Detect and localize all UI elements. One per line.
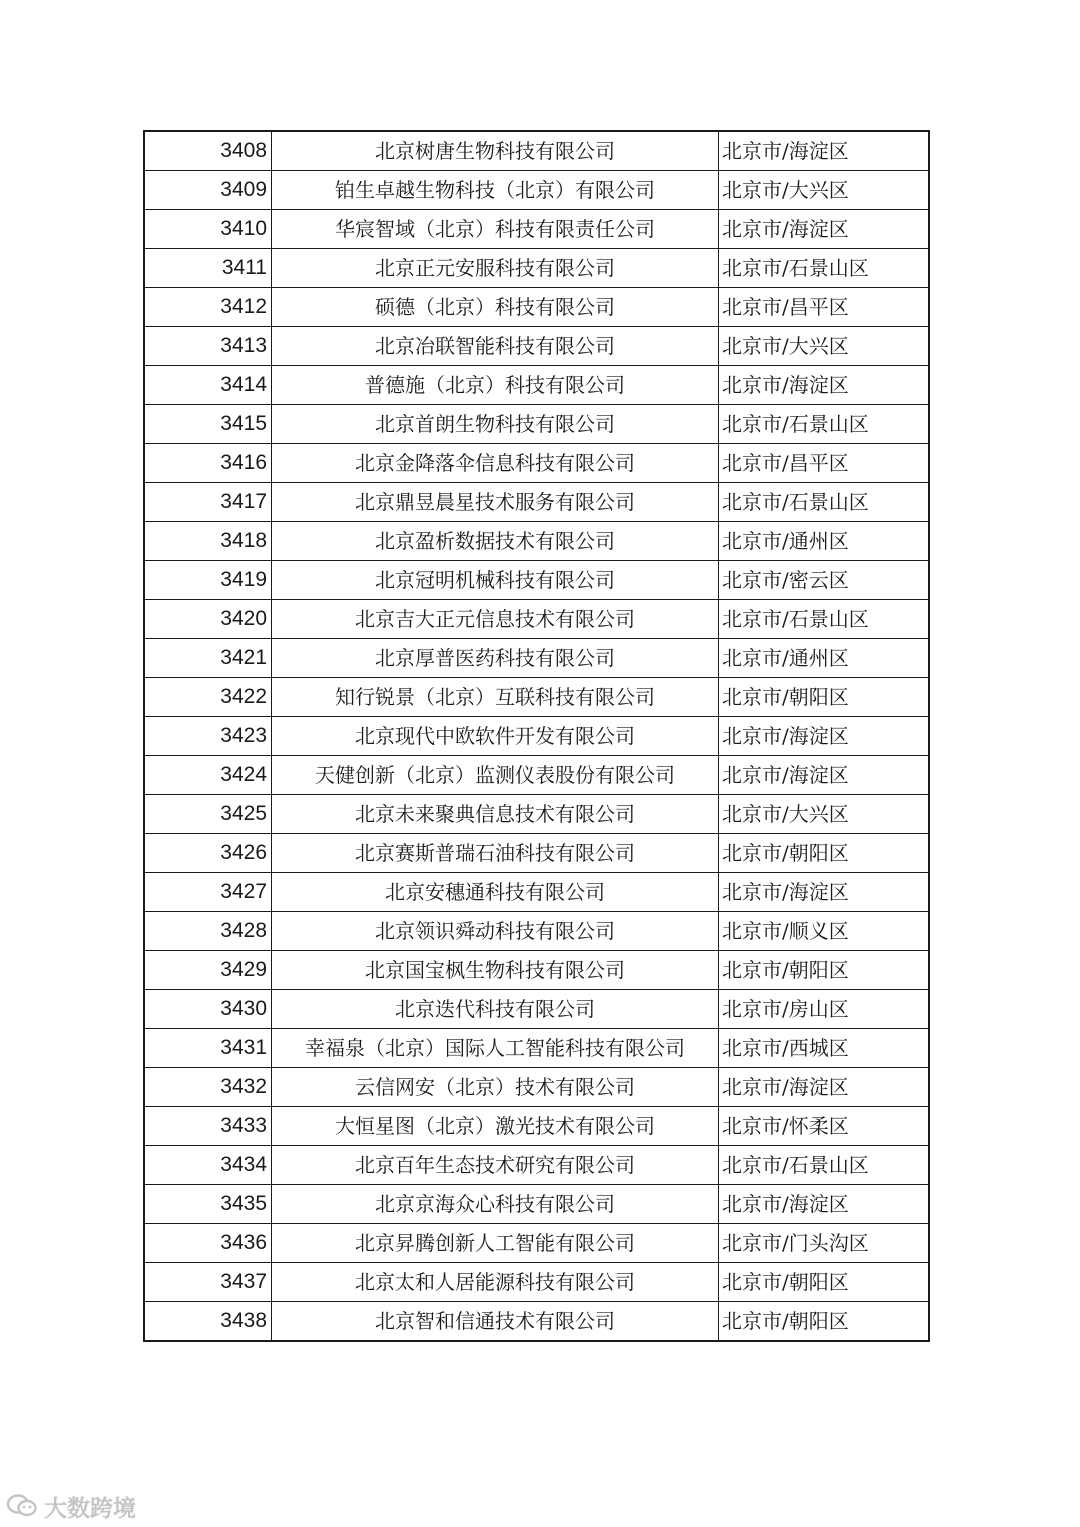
company-name: 北京领识舜动科技有限公司	[272, 912, 719, 951]
company-region: 北京市/石景山区	[719, 405, 930, 444]
row-number: 3419	[144, 561, 272, 600]
company-region: 北京市/朝阳区	[719, 678, 930, 717]
company-name: 铂生卓越生物科技（北京）有限公司	[272, 171, 719, 210]
company-region: 北京市/门头沟区	[719, 1224, 930, 1263]
company-region: 北京市/顺义区	[719, 912, 930, 951]
row-number: 3426	[144, 834, 272, 873]
table-row	[144, 288, 929, 327]
company-name: 北京百年生态技术研究有限公司	[272, 1146, 719, 1185]
company-name: 北京盈析数据技术有限公司	[272, 522, 719, 561]
company-region: 北京市/昌平区	[719, 288, 930, 327]
company-region: 北京市/怀柔区	[719, 1107, 930, 1146]
row-number: 3430	[144, 990, 272, 1029]
table-row	[144, 366, 929, 405]
company-region: 北京市/大兴区	[719, 327, 930, 366]
company-region: 北京市/海淀区	[719, 366, 930, 405]
row-number: 3433	[144, 1107, 272, 1146]
table-row	[144, 1146, 929, 1185]
table-body	[144, 131, 929, 1341]
watermark	[6, 1489, 136, 1523]
company-name: 北京冠明机械科技有限公司	[272, 561, 719, 600]
company-region: 北京市/通州区	[719, 522, 930, 561]
company-region: 北京市/石景山区	[719, 249, 930, 288]
table-row	[144, 990, 929, 1029]
table-row	[144, 210, 929, 249]
row-number: 3411	[144, 249, 272, 288]
row-number: 3415	[144, 405, 272, 444]
table-row	[144, 1068, 929, 1107]
table-row	[144, 639, 929, 678]
company-name: 大恒星图（北京）激光技术有限公司	[272, 1107, 719, 1146]
company-name: 北京吉大正元信息技术有限公司	[272, 600, 719, 639]
row-number: 3422	[144, 678, 272, 717]
row-number: 3414	[144, 366, 272, 405]
company-name: 北京现代中欧软件开发有限公司	[272, 717, 719, 756]
company-region: 北京市/大兴区	[719, 171, 930, 210]
company-name: 北京冶联智能科技有限公司	[272, 327, 719, 366]
table-row	[144, 873, 929, 912]
table-row	[144, 678, 929, 717]
table-row	[144, 1263, 929, 1302]
company-name: 北京金降落伞信息科技有限公司	[272, 444, 719, 483]
table-row	[144, 444, 929, 483]
table-row	[144, 1107, 929, 1146]
row-number: 3428	[144, 912, 272, 951]
table-row	[144, 249, 929, 288]
company-name: 北京赛斯普瑞石油科技有限公司	[272, 834, 719, 873]
company-table	[143, 130, 930, 1342]
row-number: 3434	[144, 1146, 272, 1185]
table-row	[144, 405, 929, 444]
row-number: 3424	[144, 756, 272, 795]
row-number: 3425	[144, 795, 272, 834]
company-name: 北京安穗通科技有限公司	[272, 873, 719, 912]
company-name: 北京厚普医药科技有限公司	[272, 639, 719, 678]
company-region: 北京市/海淀区	[719, 873, 930, 912]
company-name: 云信网安（北京）技术有限公司	[272, 1068, 719, 1107]
company-region: 北京市/通州区	[719, 639, 930, 678]
company-region: 北京市/朝阳区	[719, 1302, 930, 1342]
table-row	[144, 327, 929, 366]
table-row	[144, 1224, 929, 1263]
company-region: 北京市/海淀区	[719, 210, 930, 249]
company-name: 硕德（北京）科技有限公司	[272, 288, 719, 327]
row-number: 3423	[144, 717, 272, 756]
watermark-text: 大数跨境	[44, 1495, 136, 1522]
table-row	[144, 1185, 929, 1224]
table-row	[144, 834, 929, 873]
company-region: 北京市/海淀区	[719, 717, 930, 756]
table-row	[144, 717, 929, 756]
company-name: 北京昇腾创新人工智能有限公司	[272, 1224, 719, 1263]
company-name: 北京正元安服科技有限公司	[272, 249, 719, 288]
company-region: 北京市/石景山区	[719, 1146, 930, 1185]
table-row	[144, 795, 929, 834]
company-region: 北京市/海淀区	[719, 1068, 930, 1107]
company-name: 北京首朗生物科技有限公司	[272, 405, 719, 444]
company-region: 北京市/朝阳区	[719, 1263, 930, 1302]
table-row	[144, 522, 929, 561]
company-name: 北京国宝枫生物科技有限公司	[272, 951, 719, 990]
company-region: 北京市/海淀区	[719, 131, 930, 171]
company-name: 北京智和信通技术有限公司	[272, 1302, 719, 1342]
row-number: 3417	[144, 483, 272, 522]
table-row	[144, 912, 929, 951]
row-number: 3412	[144, 288, 272, 327]
company-name: 知行锐景（北京）互联科技有限公司	[272, 678, 719, 717]
company-name: 北京未来聚典信息技术有限公司	[272, 795, 719, 834]
company-region: 北京市/海淀区	[719, 756, 930, 795]
row-number: 3427	[144, 873, 272, 912]
row-number: 3421	[144, 639, 272, 678]
company-name: 幸福泉（北京）国际人工智能科技有限公司	[272, 1029, 719, 1068]
company-name: 普德施（北京）科技有限公司	[272, 366, 719, 405]
row-number: 3432	[144, 1068, 272, 1107]
company-name: 北京太和人居能源科技有限公司	[272, 1263, 719, 1302]
company-region: 北京市/大兴区	[719, 795, 930, 834]
table-row	[144, 756, 929, 795]
row-number: 3435	[144, 1185, 272, 1224]
table-row	[144, 561, 929, 600]
table-row	[144, 600, 929, 639]
row-number: 3420	[144, 600, 272, 639]
row-number: 3437	[144, 1263, 272, 1302]
company-region: 北京市/昌平区	[719, 444, 930, 483]
row-number: 3429	[144, 951, 272, 990]
row-number: 3436	[144, 1224, 272, 1263]
company-region: 北京市/朝阳区	[719, 834, 930, 873]
row-number: 3410	[144, 210, 272, 249]
table-row	[144, 951, 929, 990]
row-number: 3438	[144, 1302, 272, 1342]
company-name: 北京树唐生物科技有限公司	[272, 131, 719, 171]
company-name: 华宸智域（北京）科技有限责任公司	[272, 210, 719, 249]
company-region: 北京市/朝阳区	[719, 951, 930, 990]
company-name: 北京迭代科技有限公司	[272, 990, 719, 1029]
table-row	[144, 131, 929, 171]
row-number: 3409	[144, 171, 272, 210]
row-number: 3408	[144, 131, 272, 171]
row-number: 3416	[144, 444, 272, 483]
table-row	[144, 1302, 929, 1342]
row-number: 3431	[144, 1029, 272, 1068]
company-region: 北京市/石景山区	[719, 600, 930, 639]
row-number: 3418	[144, 522, 272, 561]
company-region: 北京市/西城区	[719, 1029, 930, 1068]
table-row	[144, 483, 929, 522]
wechat-logo-icon	[6, 1493, 38, 1519]
company-name: 北京京海众心科技有限公司	[272, 1185, 719, 1224]
row-number: 3413	[144, 327, 272, 366]
company-region: 北京市/石景山区	[719, 483, 930, 522]
table-row	[144, 1029, 929, 1068]
company-name: 天健创新（北京）监测仪表股份有限公司	[272, 756, 719, 795]
company-region: 北京市/房山区	[719, 990, 930, 1029]
company-name: 北京鼎昱晨星技术服务有限公司	[272, 483, 719, 522]
company-region: 北京市/海淀区	[719, 1185, 930, 1224]
table-row	[144, 171, 929, 210]
company-region: 北京市/密云区	[719, 561, 930, 600]
